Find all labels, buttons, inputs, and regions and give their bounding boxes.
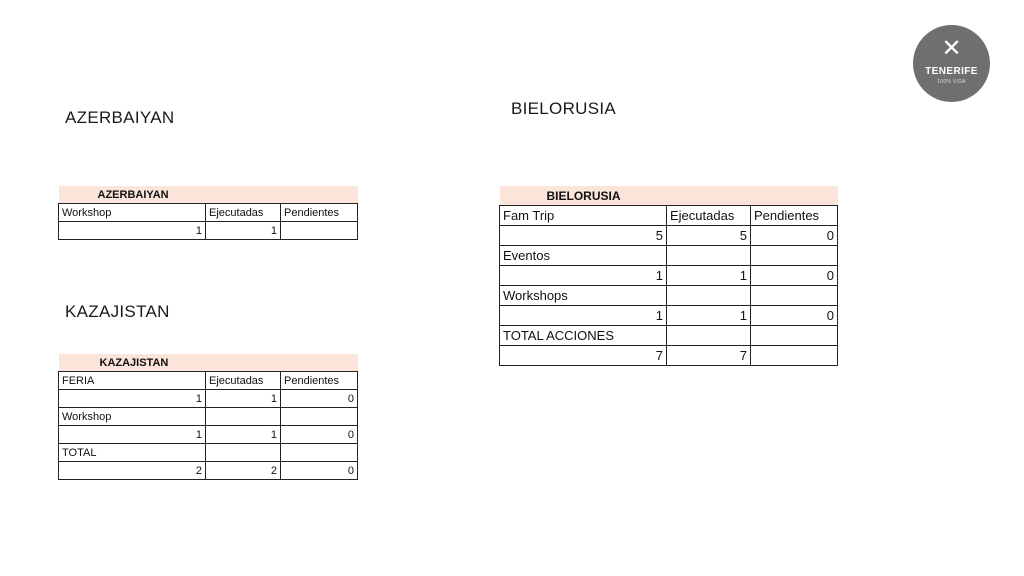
value-cell: 1: [59, 426, 206, 444]
label-cell: TOTAL ACCIONES: [500, 326, 667, 346]
value-cell: 0: [281, 426, 358, 444]
header-cell: Ejecutadas: [206, 204, 281, 222]
table-row: [59, 390, 358, 408]
empty-cell: [206, 408, 281, 426]
label-cell: TOTAL: [59, 444, 206, 462]
value-cell: 7: [667, 346, 751, 366]
table-title: AZERBAIYAN: [59, 186, 358, 204]
value-cell: 1: [59, 222, 206, 240]
table-row: [59, 222, 358, 240]
table-title-row: [500, 186, 838, 206]
bielorusia-table: [499, 186, 838, 366]
value-cell: [281, 222, 358, 240]
table-row: [59, 444, 358, 462]
header-cell: Ejecutadas: [667, 206, 751, 226]
table-header-row: [59, 372, 358, 390]
empty-cell: [206, 444, 281, 462]
value-cell: 2: [206, 462, 281, 480]
table-title: KAZAJISTAN: [59, 354, 358, 372]
value-cell: 0: [281, 390, 358, 408]
tenerife-cross-icon: ✕: [941, 35, 962, 62]
heading-azerbaiyan: AZERBAIYAN: [65, 108, 175, 127]
table-row: [500, 226, 838, 246]
table-row: [500, 246, 838, 266]
empty-cell: [667, 326, 751, 346]
value-cell: 2: [59, 462, 206, 480]
table-row: [500, 306, 838, 326]
value-cell: 1: [206, 426, 281, 444]
table-title-row: [59, 354, 358, 372]
empty-cell: [667, 286, 751, 306]
empty-cell: [751, 246, 838, 266]
table-row: [500, 326, 838, 346]
table-row: [500, 286, 838, 306]
heading-bielorusia: BIELORUSIA: [511, 99, 617, 118]
empty-cell: [281, 444, 358, 462]
label-cell: Workshop: [59, 408, 206, 426]
empty-cell: [751, 286, 838, 306]
header-cell: Pendientes: [751, 206, 838, 226]
value-cell: 1: [206, 390, 281, 408]
value-cell: 0: [751, 226, 838, 246]
header-cell: Workshop: [59, 204, 206, 222]
empty-cell: [751, 326, 838, 346]
header-cell: Pendientes: [281, 372, 358, 390]
kazajistan-table: [58, 354, 358, 480]
value-cell: 1: [59, 390, 206, 408]
heading-kazajistan: KAZAJISTAN: [65, 302, 170, 321]
value-cell: 1: [667, 306, 751, 326]
table-title-row: [59, 186, 358, 204]
table-header-row: [500, 206, 838, 226]
value-cell: 1: [206, 222, 281, 240]
tenerife-logo: [913, 25, 990, 102]
label-cell: Eventos: [500, 246, 667, 266]
header-cell: Fam Trip: [500, 206, 667, 226]
header-cell: Ejecutadas: [206, 372, 281, 390]
value-cell: 1: [500, 266, 667, 286]
value-cell: 5: [500, 226, 667, 246]
table-row: [500, 266, 838, 286]
table-header-row: [59, 204, 358, 222]
table-row: [500, 346, 838, 366]
table-row: [59, 408, 358, 426]
empty-cell: [667, 246, 751, 266]
table-row: [59, 462, 358, 480]
value-cell: 1: [500, 306, 667, 326]
value-cell: 0: [751, 306, 838, 326]
value-cell: 5: [667, 226, 751, 246]
label-cell: Workshops: [500, 286, 667, 306]
header-cell: Pendientes: [281, 204, 358, 222]
table-title: BIELORUSIA: [500, 186, 838, 206]
table-row: [59, 426, 358, 444]
value-cell: [751, 346, 838, 366]
logo-brand: TENERIFE: [925, 66, 978, 77]
value-cell: 7: [500, 346, 667, 366]
azerbaiyan-table: [58, 186, 358, 240]
value-cell: 1: [667, 266, 751, 286]
empty-cell: [281, 408, 358, 426]
logo-tagline: 100% VIDA: [937, 79, 966, 85]
value-cell: 0: [751, 266, 838, 286]
value-cell: 0: [281, 462, 358, 480]
header-cell: FERIA: [59, 372, 206, 390]
